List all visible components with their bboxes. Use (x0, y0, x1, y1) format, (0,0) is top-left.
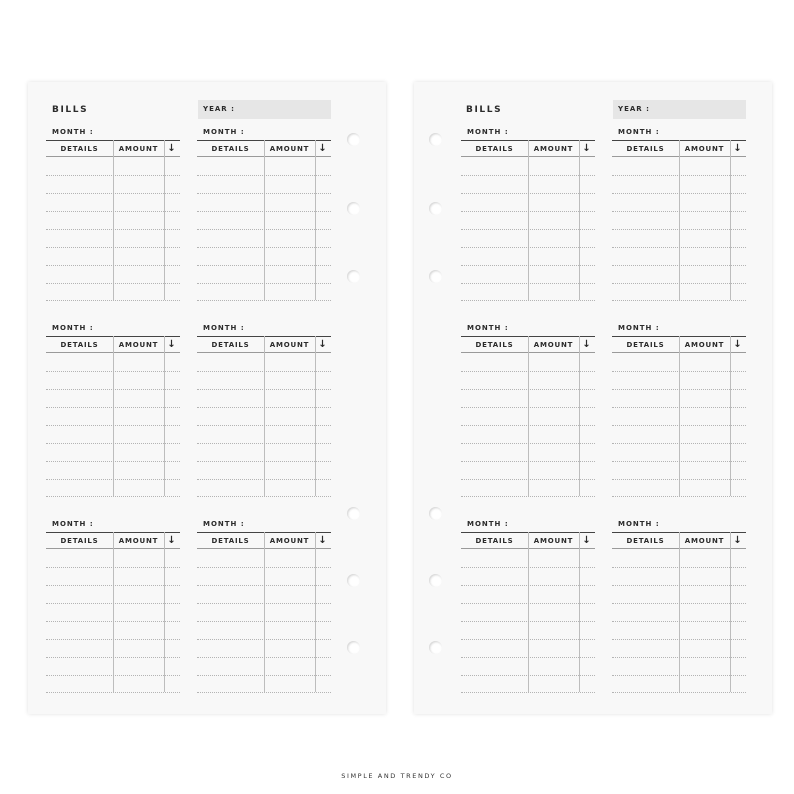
amount-header: AMOUNT (269, 341, 310, 349)
table-row[interactable] (46, 283, 180, 284)
details-header: DETAILS (211, 145, 250, 153)
month-label[interactable]: MONTH : (467, 324, 509, 332)
binder-hole (347, 202, 360, 215)
month-label[interactable]: MONTH : (467, 520, 509, 528)
down-arrow-icon: ↓ (582, 535, 592, 546)
table-row[interactable] (612, 247, 746, 248)
table-row[interactable] (197, 407, 331, 408)
month-label[interactable]: MONTH : (618, 128, 660, 136)
table-row[interactable] (612, 425, 746, 426)
table-row[interactable] (461, 585, 595, 586)
details-header: DETAILS (211, 537, 250, 545)
down-arrow-icon: ↓ (733, 535, 743, 546)
binder-hole (347, 641, 360, 654)
table-row[interactable] (461, 657, 595, 658)
table-row[interactable] (461, 371, 595, 372)
page-title: BILLS (466, 105, 503, 115)
table-row[interactable] (46, 621, 180, 622)
binder-hole (347, 133, 360, 146)
bills-table (461, 140, 595, 300)
details-header: DETAILS (211, 341, 250, 349)
month-label[interactable]: MONTH : (467, 128, 509, 136)
table-row[interactable] (612, 300, 746, 301)
table-row[interactable] (46, 496, 180, 497)
bills-table (461, 336, 595, 496)
down-arrow-icon: ↓ (318, 143, 328, 154)
details-header: DETAILS (475, 537, 514, 545)
table-row[interactable] (46, 603, 180, 604)
table-row[interactable] (612, 657, 746, 658)
table-row[interactable] (461, 389, 595, 390)
down-arrow-icon: ↓ (582, 143, 592, 154)
binder-hole (429, 507, 442, 520)
down-arrow-icon: ↓ (167, 143, 177, 154)
table-row[interactable] (461, 283, 595, 284)
binder-hole (347, 507, 360, 520)
table-row[interactable] (612, 479, 746, 480)
column-divider (730, 336, 731, 496)
brand-footer: SIMPLE AND TRENDY CO (341, 772, 453, 780)
bills-table (197, 532, 331, 692)
table-row[interactable] (46, 479, 180, 480)
table-row[interactable] (46, 389, 180, 390)
amount-header: AMOUNT (269, 145, 310, 153)
bills-table (461, 532, 595, 692)
table-row[interactable] (612, 675, 746, 676)
table-row[interactable] (612, 193, 746, 194)
down-arrow-icon: ↓ (733, 143, 743, 154)
table-row[interactable] (197, 443, 331, 444)
amount-header: AMOUNT (684, 145, 725, 153)
table-row[interactable] (46, 211, 180, 212)
details-header: DETAILS (60, 341, 99, 349)
details-header: DETAILS (626, 537, 665, 545)
table-row[interactable] (197, 247, 331, 248)
column-divider (579, 140, 580, 300)
down-arrow-icon: ↓ (733, 339, 743, 350)
table-row[interactable] (197, 283, 331, 284)
binder-hole (429, 202, 442, 215)
table-row[interactable] (461, 425, 595, 426)
down-arrow-icon: ↓ (318, 339, 328, 350)
table-row[interactable] (461, 675, 595, 676)
table-row[interactable] (46, 175, 180, 176)
table-row[interactable] (612, 692, 746, 693)
column-divider (315, 336, 316, 496)
table-row[interactable] (46, 567, 180, 568)
month-label[interactable]: MONTH : (52, 128, 94, 136)
table-row[interactable] (46, 461, 180, 462)
table-row[interactable] (461, 300, 595, 301)
table-row[interactable] (461, 229, 595, 230)
table-row[interactable] (46, 657, 180, 658)
column-divider (164, 336, 165, 496)
table-row[interactable] (46, 247, 180, 248)
table-row[interactable] (46, 193, 180, 194)
table-row[interactable] (461, 193, 595, 194)
column-divider (579, 532, 580, 692)
month-label[interactable]: MONTH : (203, 128, 245, 136)
table-row[interactable] (197, 193, 331, 194)
table-row[interactable] (612, 265, 746, 266)
table-row[interactable] (46, 692, 180, 693)
column-divider (264, 532, 265, 692)
table-row[interactable] (197, 479, 331, 480)
bills-table (197, 140, 331, 300)
table-row[interactable] (612, 496, 746, 497)
details-header: DETAILS (475, 145, 514, 153)
table-row[interactable] (612, 585, 746, 586)
down-arrow-icon: ↓ (167, 339, 177, 350)
table-row[interactable] (461, 407, 595, 408)
bills-table (197, 336, 331, 496)
binder-hole (347, 574, 360, 587)
table-row[interactable] (461, 461, 595, 462)
table-row[interactable] (461, 265, 595, 266)
table-row[interactable] (461, 479, 595, 480)
amount-header: AMOUNT (684, 537, 725, 545)
table-row[interactable] (46, 639, 180, 640)
down-arrow-icon: ↓ (582, 339, 592, 350)
month-label[interactable]: MONTH : (52, 520, 94, 528)
details-header: DETAILS (60, 145, 99, 153)
column-divider (264, 336, 265, 496)
bills-table (46, 532, 180, 692)
column-divider (164, 532, 165, 692)
bills-table (46, 336, 180, 496)
table-row[interactable] (197, 265, 331, 266)
table-row[interactable] (612, 407, 746, 408)
table-row[interactable] (461, 211, 595, 212)
table-row[interactable] (197, 211, 331, 212)
column-divider (679, 140, 680, 300)
table-row[interactable] (612, 621, 746, 622)
table-row[interactable] (197, 639, 331, 640)
column-divider (730, 140, 731, 300)
table-row[interactable] (46, 425, 180, 426)
table-row[interactable] (197, 389, 331, 390)
table-row[interactable] (46, 229, 180, 230)
bills-table (612, 336, 746, 496)
table-row[interactable] (197, 175, 331, 176)
amount-header: AMOUNT (684, 341, 725, 349)
column-divider (264, 140, 265, 300)
table-row[interactable] (46, 675, 180, 676)
table-row[interactable] (46, 371, 180, 372)
binder-hole (347, 270, 360, 283)
table-row[interactable] (612, 371, 746, 372)
table-row[interactable] (461, 496, 595, 497)
month-label[interactable]: MONTH : (203, 324, 245, 332)
table-row[interactable] (461, 175, 595, 176)
table-row[interactable] (197, 496, 331, 497)
table-row[interactable] (612, 603, 746, 604)
table-row[interactable] (612, 389, 746, 390)
month-label[interactable]: MONTH : (203, 520, 245, 528)
table-row[interactable] (197, 300, 331, 301)
table-row[interactable] (197, 692, 331, 693)
details-header: DETAILS (475, 341, 514, 349)
bills-table (46, 140, 180, 300)
down-arrow-icon: ↓ (167, 535, 177, 546)
table-row[interactable] (612, 283, 746, 284)
table-row[interactable] (461, 692, 595, 693)
binder-hole (429, 133, 442, 146)
table-row[interactable] (197, 229, 331, 230)
amount-header: AMOUNT (533, 341, 574, 349)
amount-header: AMOUNT (118, 145, 159, 153)
table-row[interactable] (197, 621, 331, 622)
planner-page-right (414, 82, 772, 714)
table-row[interactable] (197, 567, 331, 568)
table-row[interactable] (197, 585, 331, 586)
column-divider (315, 532, 316, 692)
table-row[interactable] (46, 407, 180, 408)
details-header: DETAILS (626, 341, 665, 349)
table-row[interactable] (197, 603, 331, 604)
month-label[interactable]: MONTH : (618, 324, 660, 332)
binder-hole (429, 641, 442, 654)
table-row[interactable] (461, 567, 595, 568)
table-row[interactable] (197, 675, 331, 676)
table-row[interactable] (461, 621, 595, 622)
table-row[interactable] (197, 425, 331, 426)
amount-header: AMOUNT (118, 341, 159, 349)
bills-table (612, 532, 746, 692)
column-divider (679, 336, 680, 496)
column-divider (113, 336, 114, 496)
year-field[interactable]: YEAR : (198, 100, 331, 119)
table-row[interactable] (46, 585, 180, 586)
month-label[interactable]: MONTH : (618, 520, 660, 528)
column-divider (315, 140, 316, 300)
table-row[interactable] (46, 443, 180, 444)
table-row[interactable] (612, 229, 746, 230)
table-row[interactable] (461, 443, 595, 444)
column-divider (579, 336, 580, 496)
binder-hole (429, 574, 442, 587)
page-title: BILLS (52, 105, 89, 115)
details-header: DETAILS (60, 537, 99, 545)
column-divider (113, 140, 114, 300)
binder-hole (429, 270, 442, 283)
table-row[interactable] (612, 461, 746, 462)
table-row[interactable] (612, 567, 746, 568)
amount-header: AMOUNT (533, 145, 574, 153)
month-label[interactable]: MONTH : (52, 324, 94, 332)
bills-table (612, 140, 746, 300)
column-divider (164, 140, 165, 300)
table-row[interactable] (46, 265, 180, 266)
table-row[interactable] (612, 175, 746, 176)
column-divider (730, 532, 731, 692)
table-row[interactable] (461, 247, 595, 248)
column-divider (528, 532, 529, 692)
year-field[interactable]: YEAR : (613, 100, 746, 119)
table-row[interactable] (197, 461, 331, 462)
table-row[interactable] (612, 443, 746, 444)
table-row[interactable] (461, 603, 595, 604)
column-divider (528, 140, 529, 300)
column-divider (113, 532, 114, 692)
amount-header: AMOUNT (118, 537, 159, 545)
amount-header: AMOUNT (533, 537, 574, 545)
planner-page-left (28, 82, 386, 714)
table-row[interactable] (46, 300, 180, 301)
amount-header: AMOUNT (269, 537, 310, 545)
column-divider (528, 336, 529, 496)
table-row[interactable] (612, 211, 746, 212)
down-arrow-icon: ↓ (318, 535, 328, 546)
table-row[interactable] (612, 639, 746, 640)
table-row[interactable] (197, 657, 331, 658)
table-row[interactable] (197, 371, 331, 372)
details-header: DETAILS (626, 145, 665, 153)
column-divider (679, 532, 680, 692)
table-row[interactable] (461, 639, 595, 640)
